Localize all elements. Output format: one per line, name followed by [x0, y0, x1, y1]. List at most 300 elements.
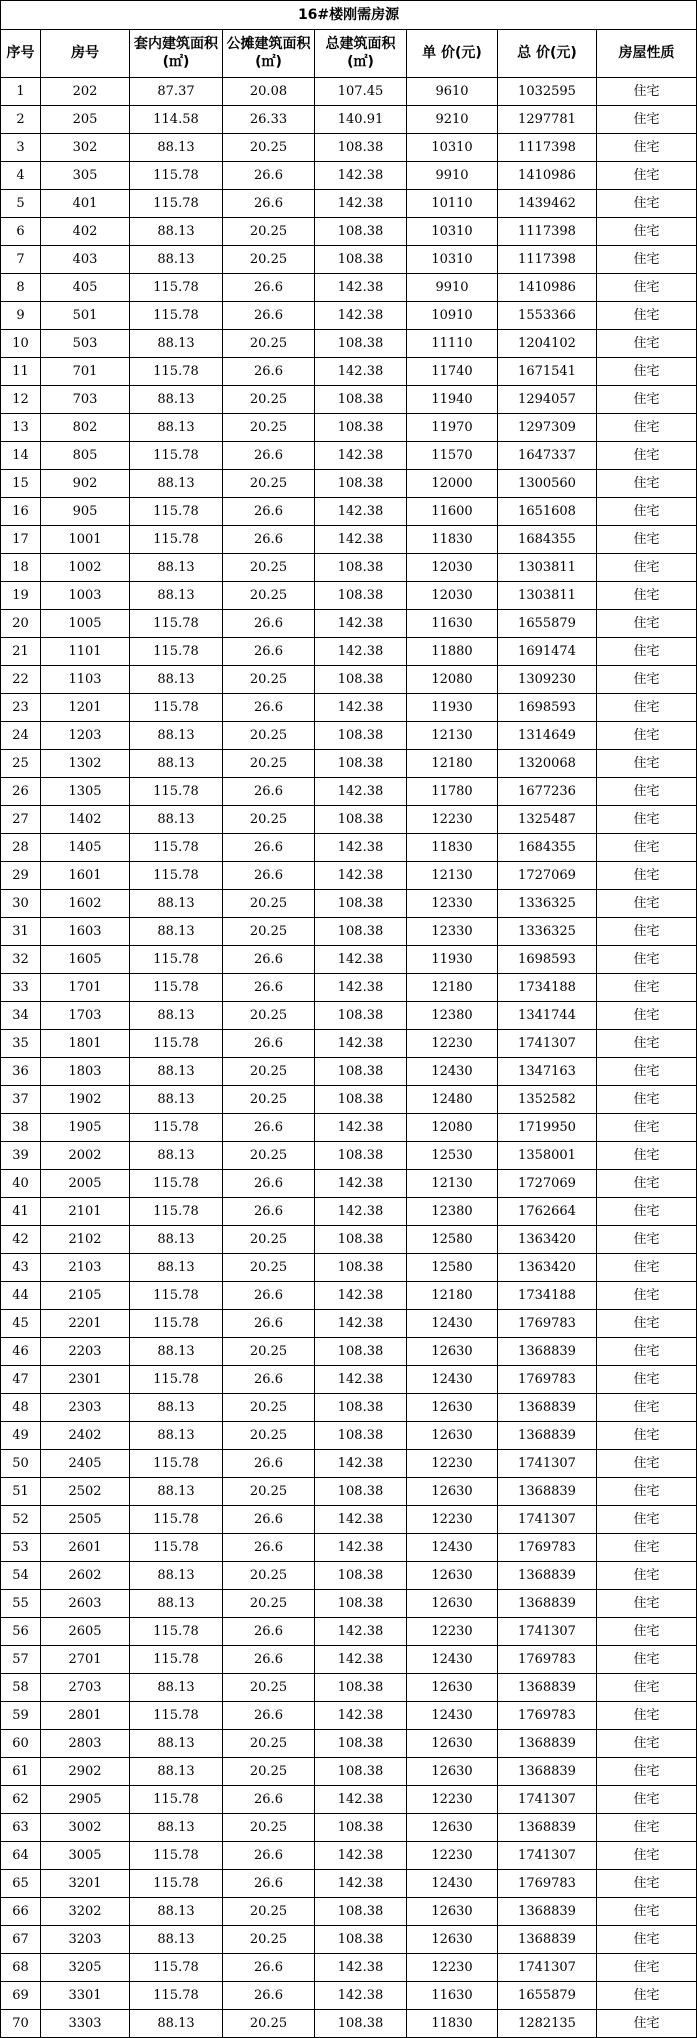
cell-index: 37: [1, 1086, 41, 1114]
cell-index: 21: [1, 638, 41, 666]
cell-unit-price: 11830: [407, 834, 498, 862]
cell-room-number: 2801: [41, 1702, 130, 1730]
table-row: [1, 1366, 697, 1394]
cell-interior-area: 115.78: [130, 1954, 223, 1982]
cell-property-type: 住宅: [597, 358, 697, 386]
cell-total-area: 142.38: [315, 610, 407, 638]
cell-total-price: 1282135: [498, 2010, 597, 2038]
cell-unit-price: 12000: [407, 470, 498, 498]
cell-total-area: 142.38: [315, 974, 407, 1002]
cell-total-area: 142.38: [315, 862, 407, 890]
table-row: [1, 638, 697, 666]
cell-unit-price: 9910: [407, 274, 498, 302]
cell-index: 30: [1, 890, 41, 918]
table-row: [1, 778, 697, 806]
cell-index: 3: [1, 134, 41, 162]
cell-room-number: 3301: [41, 1982, 130, 2010]
cell-room-number: 2703: [41, 1674, 130, 1702]
cell-index: 57: [1, 1646, 41, 1674]
cell-unit-price: 12630: [407, 1394, 498, 1422]
table-row: [1, 1114, 697, 1142]
cell-room-number: 802: [41, 414, 130, 442]
table-row: [1, 1814, 697, 1842]
cell-index: 6: [1, 218, 41, 246]
header-unit-price: 单 价(元): [407, 30, 498, 78]
cell-property-type: 住宅: [597, 1842, 697, 1870]
cell-property-type: 住宅: [597, 1142, 697, 1170]
cell-property-type: 住宅: [597, 1002, 697, 1030]
cell-property-type: 住宅: [597, 1310, 697, 1338]
cell-index: 45: [1, 1310, 41, 1338]
cell-index: 18: [1, 554, 41, 582]
table-row: [1, 1478, 697, 1506]
table-row: [1, 1506, 697, 1534]
cell-shared-area: 20.25: [223, 246, 315, 274]
cell-shared-area: 20.25: [223, 1758, 315, 1786]
cell-room-number: 1801: [41, 1030, 130, 1058]
cell-index: 5: [1, 190, 41, 218]
cell-property-type: 住宅: [597, 1338, 697, 1366]
cell-total-area: 142.38: [315, 1842, 407, 1870]
cell-unit-price: 12430: [407, 1310, 498, 1338]
table-row: [1, 1730, 697, 1758]
cell-interior-area: 115.78: [130, 1198, 223, 1226]
cell-total-price: 1741307: [498, 1506, 597, 1534]
cell-unit-price: 10310: [407, 134, 498, 162]
cell-interior-area: 115.78: [130, 302, 223, 330]
cell-interior-area: 88.13: [130, 890, 223, 918]
cell-room-number: 302: [41, 134, 130, 162]
cell-property-type: 住宅: [597, 274, 697, 302]
cell-interior-area: 115.78: [130, 1114, 223, 1142]
cell-interior-area: 115.78: [130, 274, 223, 302]
cell-total-area: 108.38: [315, 554, 407, 582]
cell-total-price: 1363420: [498, 1254, 597, 1282]
cell-total-area: 142.38: [315, 358, 407, 386]
cell-property-type: 住宅: [597, 134, 697, 162]
cell-total-area: 142.38: [315, 498, 407, 526]
cell-interior-area: 88.13: [130, 414, 223, 442]
cell-shared-area: 26.6: [223, 946, 315, 974]
cell-total-price: 1117398: [498, 134, 597, 162]
cell-property-type: 住宅: [597, 694, 697, 722]
cell-total-price: 1698593: [498, 694, 597, 722]
cell-unit-price: 12230: [407, 1842, 498, 1870]
cell-shared-area: 20.25: [223, 1898, 315, 1926]
cell-total-area: 142.38: [315, 1450, 407, 1478]
cell-shared-area: 20.25: [223, 1926, 315, 1954]
cell-shared-area: 20.25: [223, 330, 315, 358]
cell-total-area: 108.38: [315, 918, 407, 946]
cell-total-price: 1303811: [498, 554, 597, 582]
cell-room-number: 3005: [41, 1842, 130, 1870]
cell-index: 51: [1, 1478, 41, 1506]
cell-shared-area: 20.25: [223, 1338, 315, 1366]
cell-shared-area: 26.33: [223, 106, 315, 134]
table-row: [1, 1142, 697, 1170]
cell-total-area: 142.38: [315, 190, 407, 218]
cell-interior-area: 115.78: [130, 442, 223, 470]
cell-property-type: 住宅: [597, 834, 697, 862]
cell-total-price: 1439462: [498, 190, 597, 218]
cell-unit-price: 12230: [407, 1506, 498, 1534]
cell-room-number: 2602: [41, 1562, 130, 1590]
table-row: [1, 1674, 697, 1702]
cell-total-area: 108.38: [315, 890, 407, 918]
cell-interior-area: 88.13: [130, 1058, 223, 1086]
cell-total-area: 108.38: [315, 750, 407, 778]
cell-room-number: 3203: [41, 1926, 130, 1954]
cell-interior-area: 88.13: [130, 2010, 223, 2038]
cell-interior-area: 88.13: [130, 1814, 223, 1842]
cell-unit-price: 12380: [407, 1198, 498, 1226]
cell-shared-area: 20.25: [223, 386, 315, 414]
cell-room-number: 1201: [41, 694, 130, 722]
table-row: [1, 526, 697, 554]
cell-total-price: 1741307: [498, 1842, 597, 1870]
cell-property-type: 住宅: [597, 1926, 697, 1954]
cell-interior-area: 115.78: [130, 862, 223, 890]
cell-property-type: 住宅: [597, 1282, 697, 1310]
cell-unit-price: 11740: [407, 358, 498, 386]
cell-interior-area: 115.78: [130, 1170, 223, 1198]
cell-property-type: 住宅: [597, 162, 697, 190]
cell-total-price: 1734188: [498, 974, 597, 1002]
cell-index: 16: [1, 498, 41, 526]
cell-total-price: 1553366: [498, 302, 597, 330]
table-row: [1, 1086, 697, 1114]
table-row: [1, 1842, 697, 1870]
cell-total-price: 1297781: [498, 106, 597, 134]
cell-index: 32: [1, 946, 41, 974]
cell-total-price: 1363420: [498, 1226, 597, 1254]
cell-unit-price: 12580: [407, 1254, 498, 1282]
cell-interior-area: 88.13: [130, 1562, 223, 1590]
table-row: [1, 498, 697, 526]
header-total-price: 总 价(元): [498, 30, 597, 78]
cell-index: 59: [1, 1702, 41, 1730]
cell-total-price: 1358001: [498, 1142, 597, 1170]
cell-total-area: 142.38: [315, 1114, 407, 1142]
cell-index: 56: [1, 1618, 41, 1646]
cell-total-area: 108.38: [315, 330, 407, 358]
cell-total-price: 1032595: [498, 78, 597, 106]
cell-property-type: 住宅: [597, 1590, 697, 1618]
cell-shared-area: 26.6: [223, 1030, 315, 1058]
cell-unit-price: 12230: [407, 806, 498, 834]
cell-total-price: 1368839: [498, 1478, 597, 1506]
cell-property-type: 住宅: [597, 1814, 697, 1842]
cell-index: 46: [1, 1338, 41, 1366]
cell-total-area: 108.38: [315, 1142, 407, 1170]
cell-unit-price: 12430: [407, 1534, 498, 1562]
cell-interior-area: 88.13: [130, 554, 223, 582]
cell-shared-area: 26.6: [223, 610, 315, 638]
cell-unit-price: 11570: [407, 442, 498, 470]
table-row: [1, 1590, 697, 1618]
cell-room-number: 2102: [41, 1226, 130, 1254]
table-row: [1, 1254, 697, 1282]
cell-shared-area: 20.25: [223, 1422, 315, 1450]
table-row: [1, 1982, 697, 2010]
cell-interior-area: 115.78: [130, 1506, 223, 1534]
cell-unit-price: 11600: [407, 498, 498, 526]
cell-total-area: 108.38: [315, 1758, 407, 1786]
cell-total-price: 1368839: [498, 1590, 597, 1618]
cell-room-number: 2902: [41, 1758, 130, 1786]
table-row: [1, 1030, 697, 1058]
cell-total-area: 108.38: [315, 414, 407, 442]
cell-interior-area: 115.78: [130, 1870, 223, 1898]
cell-total-price: 1647337: [498, 442, 597, 470]
cell-property-type: 住宅: [597, 1478, 697, 1506]
cell-room-number: 1002: [41, 554, 130, 582]
cell-index: 68: [1, 1954, 41, 1982]
cell-total-price: 1336325: [498, 918, 597, 946]
cell-shared-area: 26.6: [223, 526, 315, 554]
cell-shared-area: 20.25: [223, 918, 315, 946]
cell-unit-price: 11110: [407, 330, 498, 358]
cell-index: 34: [1, 1002, 41, 1030]
cell-interior-area: 88.13: [130, 1674, 223, 1702]
cell-total-price: 1410986: [498, 162, 597, 190]
cell-total-area: 108.38: [315, 1730, 407, 1758]
cell-interior-area: 115.78: [130, 526, 223, 554]
cell-total-price: 1769783: [498, 1534, 597, 1562]
cell-interior-area: 115.78: [130, 1842, 223, 1870]
cell-total-area: 108.38: [315, 1086, 407, 1114]
cell-unit-price: 12430: [407, 1366, 498, 1394]
cell-index: 24: [1, 722, 41, 750]
cell-total-area: 107.45: [315, 78, 407, 106]
cell-unit-price: 11930: [407, 694, 498, 722]
cell-total-area: 108.38: [315, 1814, 407, 1842]
cell-total-area: 142.38: [315, 526, 407, 554]
cell-total-area: 142.38: [315, 274, 407, 302]
cell-property-type: 住宅: [597, 218, 697, 246]
table-row: [1, 1786, 697, 1814]
cell-shared-area: 20.25: [223, 666, 315, 694]
cell-property-type: 住宅: [597, 470, 697, 498]
table-row: [1, 1898, 697, 1926]
cell-total-area: 108.38: [315, 470, 407, 498]
cell-property-type: 住宅: [597, 1170, 697, 1198]
table-row: [1, 1002, 697, 1030]
table-row: [1, 162, 697, 190]
cell-property-type: 住宅: [597, 1702, 697, 1730]
cell-interior-area: 88.13: [130, 666, 223, 694]
cell-room-number: 3205: [41, 1954, 130, 1982]
cell-interior-area: 88.13: [130, 1478, 223, 1506]
cell-index: 4: [1, 162, 41, 190]
cell-total-area: 142.38: [315, 638, 407, 666]
cell-unit-price: 12530: [407, 1142, 498, 1170]
table-row: [1, 2010, 697, 2038]
cell-room-number: 1302: [41, 750, 130, 778]
cell-room-number: 3202: [41, 1898, 130, 1926]
cell-total-area: 140.91: [315, 106, 407, 134]
header-property-type: 房屋性质: [597, 30, 697, 78]
cell-index: 70: [1, 2010, 41, 2038]
cell-property-type: 住宅: [597, 1562, 697, 1590]
cell-interior-area: 87.37: [130, 78, 223, 106]
cell-total-area: 108.38: [315, 386, 407, 414]
cell-room-number: 1005: [41, 610, 130, 638]
table-row: [1, 414, 697, 442]
cell-total-price: 1368839: [498, 1562, 597, 1590]
cell-unit-price: 10910: [407, 302, 498, 330]
cell-index: 12: [1, 386, 41, 414]
cell-interior-area: 88.13: [130, 1142, 223, 1170]
cell-total-area: 108.38: [315, 1394, 407, 1422]
cell-total-area: 108.38: [315, 666, 407, 694]
cell-index: 44: [1, 1282, 41, 1310]
cell-property-type: 住宅: [597, 610, 697, 638]
cell-total-price: 1368839: [498, 1338, 597, 1366]
cell-room-number: 202: [41, 78, 130, 106]
cell-shared-area: 26.6: [223, 1982, 315, 2010]
table-row: [1, 442, 697, 470]
cell-total-area: 108.38: [315, 134, 407, 162]
cell-index: 14: [1, 442, 41, 470]
cell-total-price: 1762664: [498, 1198, 597, 1226]
cell-shared-area: 26.6: [223, 1842, 315, 1870]
cell-property-type: 住宅: [597, 302, 697, 330]
cell-total-area: 142.38: [315, 1702, 407, 1730]
cell-interior-area: 88.13: [130, 918, 223, 946]
table-row: [1, 386, 697, 414]
cell-total-price: 1727069: [498, 1170, 597, 1198]
cell-total-area: 108.38: [315, 1674, 407, 1702]
cell-property-type: 住宅: [597, 498, 697, 526]
table-row: [1, 1954, 697, 1982]
cell-index: 7: [1, 246, 41, 274]
cell-index: 39: [1, 1142, 41, 1170]
cell-index: 8: [1, 274, 41, 302]
cell-property-type: 住宅: [597, 1114, 697, 1142]
cell-interior-area: 115.78: [130, 1534, 223, 1562]
cell-shared-area: 26.6: [223, 162, 315, 190]
cell-room-number: 2002: [41, 1142, 130, 1170]
cell-unit-price: 12230: [407, 1030, 498, 1058]
cell-total-price: 1769783: [498, 1870, 597, 1898]
cell-total-price: 1691474: [498, 638, 597, 666]
cell-room-number: 3201: [41, 1870, 130, 1898]
cell-total-area: 108.38: [315, 1254, 407, 1282]
cell-interior-area: 88.13: [130, 330, 223, 358]
table-row: [1, 302, 697, 330]
cell-interior-area: 115.78: [130, 162, 223, 190]
cell-unit-price: 12330: [407, 918, 498, 946]
cell-property-type: 住宅: [597, 1758, 697, 1786]
cell-index: 64: [1, 1842, 41, 1870]
cell-interior-area: 88.13: [130, 1926, 223, 1954]
cell-shared-area: 20.25: [223, 722, 315, 750]
cell-property-type: 住宅: [597, 974, 697, 1002]
cell-property-type: 住宅: [597, 1086, 697, 1114]
cell-interior-area: 88.13: [130, 1002, 223, 1030]
cell-total-area: 108.38: [315, 1562, 407, 1590]
cell-property-type: 住宅: [597, 666, 697, 694]
cell-property-type: 住宅: [597, 554, 697, 582]
cell-unit-price: 10310: [407, 246, 498, 274]
cell-property-type: 住宅: [597, 890, 697, 918]
cell-unit-price: 10310: [407, 218, 498, 246]
table-row: [1, 1282, 697, 1310]
cell-total-area: 142.38: [315, 302, 407, 330]
cell-unit-price: 12430: [407, 1702, 498, 1730]
cell-interior-area: 114.58: [130, 106, 223, 134]
table-row: [1, 358, 697, 386]
cell-room-number: 2301: [41, 1366, 130, 1394]
cell-interior-area: 115.78: [130, 1786, 223, 1814]
table-row: [1, 1450, 697, 1478]
cell-total-price: 1741307: [498, 1030, 597, 1058]
cell-interior-area: 115.78: [130, 1030, 223, 1058]
cell-index: 63: [1, 1814, 41, 1842]
cell-interior-area: 88.13: [130, 1254, 223, 1282]
header-total-area: 总建筑面积(㎡): [315, 30, 407, 78]
cell-unit-price: 12330: [407, 890, 498, 918]
cell-total-area: 108.38: [315, 1898, 407, 1926]
cell-total-price: 1368839: [498, 1674, 597, 1702]
table-row: [1, 1702, 697, 1730]
cell-total-price: 1769783: [498, 1366, 597, 1394]
cell-unit-price: 12230: [407, 1954, 498, 1982]
cell-room-number: 1402: [41, 806, 130, 834]
cell-room-number: 2203: [41, 1338, 130, 1366]
cell-total-area: 108.38: [315, 1338, 407, 1366]
cell-total-price: 1204102: [498, 330, 597, 358]
cell-total-area: 142.38: [315, 694, 407, 722]
cell-room-number: 401: [41, 190, 130, 218]
cell-index: 36: [1, 1058, 41, 1086]
cell-total-price: 1741307: [498, 1954, 597, 1982]
cell-index: 61: [1, 1758, 41, 1786]
table-row: [1, 806, 697, 834]
cell-total-price: 1677236: [498, 778, 597, 806]
cell-room-number: 3303: [41, 2010, 130, 2038]
cell-shared-area: 26.6: [223, 1786, 315, 1814]
cell-interior-area: 115.78: [130, 1310, 223, 1338]
cell-unit-price: 11940: [407, 386, 498, 414]
cell-total-area: 142.38: [315, 1282, 407, 1310]
table-row: [1, 470, 697, 498]
cell-interior-area: 88.13: [130, 1898, 223, 1926]
table-row: [1, 1198, 697, 1226]
cell-unit-price: 12230: [407, 1618, 498, 1646]
cell-index: 17: [1, 526, 41, 554]
cell-index: 60: [1, 1730, 41, 1758]
cell-room-number: 405: [41, 274, 130, 302]
cell-shared-area: 26.6: [223, 1282, 315, 1310]
cell-interior-area: 115.78: [130, 1646, 223, 1674]
cell-total-area: 142.38: [315, 1366, 407, 1394]
cell-total-area: 142.38: [315, 162, 407, 190]
table-row: [1, 1870, 697, 1898]
cell-index: 11: [1, 358, 41, 386]
cell-total-price: 1368839: [498, 1394, 597, 1422]
cell-total-price: 1741307: [498, 1786, 597, 1814]
cell-property-type: 住宅: [597, 78, 697, 106]
cell-unit-price: 12630: [407, 1814, 498, 1842]
cell-total-price: 1684355: [498, 834, 597, 862]
cell-index: 43: [1, 1254, 41, 1282]
table-title: 16#楼刚需房源: [1, 1, 697, 30]
cell-unit-price: 12630: [407, 1674, 498, 1702]
cell-room-number: 1101: [41, 638, 130, 666]
cell-total-area: 108.38: [315, 1002, 407, 1030]
